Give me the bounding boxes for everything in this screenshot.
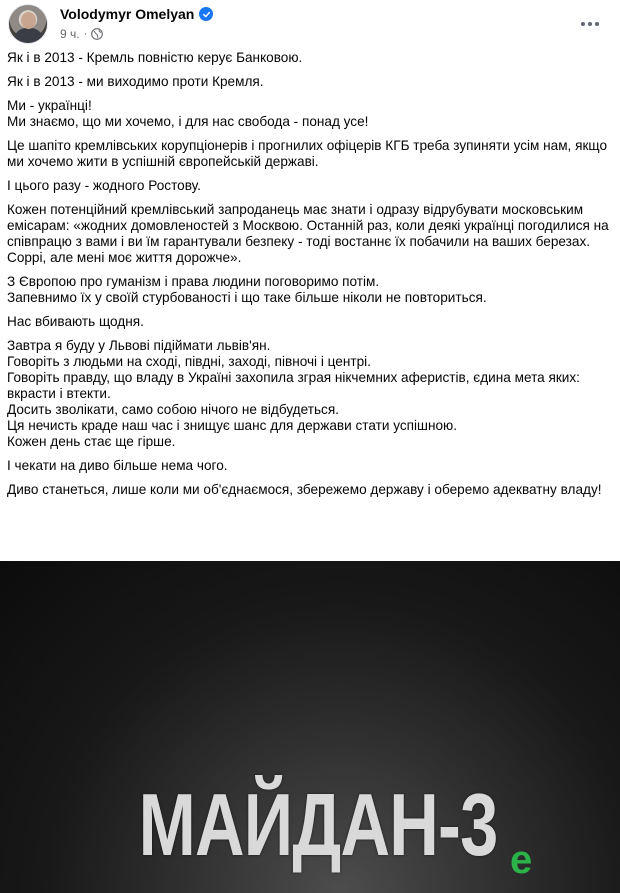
post-paragraph: Завтра я буду у Львові підіймати львів'ян. Говоріть з людьми на сході, півдні, заході, півночі і центрі. Говоріть правду, що владу в Україні захопила зграя нікчемних аферистів, єдина мета яких: вкрасти і втекти. Досить зволікати, само собою нічого не відбудеться. Ця нечисть краде наш час і знищує шанс для держави стати успішною. Кожен день стає ще гірше. [7,338,580,449]
post-paragraph: Це шапіто кремлівських корупціонерів і прогнилих офіцерів КГБ треба зупиняти усім нам, якщо ми хочемо жити в успішній європейській державі. [7,138,608,169]
post-image[interactable] [0,561,620,893]
author-name[interactable]: Volodymyr Omelyan [60,6,195,22]
post-header [8,4,612,46]
post-options-button[interactable] [574,8,606,40]
image-title-suffix: е [509,838,533,882]
post-paragraph: Кожен потенційний кремлівський запроданець має знати і одразу відрубувати московським емісарам: «жодних домовленостей з Москвою. Останній раз, коли деякі українці погодилися на співпрацю з вами і ви їм гарантували безпеку - тоді востаннє їх побачили на ваших березах. Соррі, але мені моє життя дорожче». [7,202,609,265]
more-options-icon [581,22,599,26]
image-title-main: МАЙДАН-3 [138,775,498,874]
verified-badge-icon [199,7,213,21]
post-paragraph: Нас вбивають щодня. [7,314,144,329]
author-line [60,5,213,23]
post-paragraph: Як і в 2013 - Кремль повністю керує Банковою. [7,50,303,65]
avatar-body [15,28,42,44]
avatar-face [21,12,36,29]
post-paragraph: Диво станеться, лише коли ми об'єднаємося, збережемо державу і оберемо адекватну владу! [7,482,602,497]
author-avatar[interactable] [8,4,48,44]
post-body [7,50,613,506]
post-paragraph: І чекати на диво більше нема чого. [7,458,228,473]
meta-separator: · [83,28,88,40]
post-paragraph: Як і в 2013 - ми виходимо проти Кремля. [7,74,264,89]
post-meta [60,26,103,42]
post-paragraph: І цього разу - жодного Ростову. [7,178,201,193]
globe-icon[interactable] [91,28,103,40]
image-title [0,775,620,882]
post-timestamp[interactable]: 9 ч. [60,27,80,41]
post-paragraph: Ми - українці! Ми знаємо, що ми хочемо, і для нас свобода - понад усе! [7,98,369,129]
post-paragraph: З Європою про гуманізм і права людини поговоримо потім. Запевнимо їх у своїй стурбованості і що таке більше ніколи не повториться. [7,274,487,305]
